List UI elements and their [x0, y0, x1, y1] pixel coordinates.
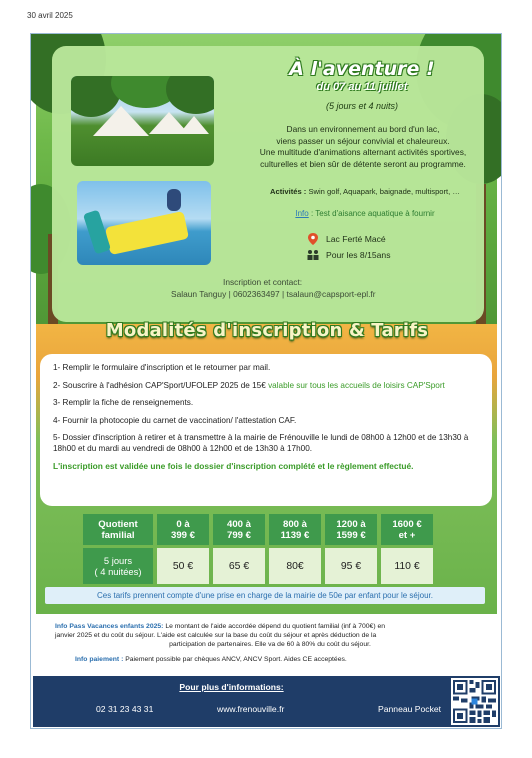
row-label: 5 jours [103, 555, 133, 566]
description-line: culturelles et bien sûr de détente seront au programme. [260, 158, 466, 169]
tariff-note: Ces tarifs prennent compte d'une prise en charge de la mairie de 50e par enfant pour le séjour. [45, 587, 485, 604]
step-text: 1- Remplir le formulaire d'inscription et le retourner par mail. [53, 363, 271, 372]
info-line [231, 209, 499, 218]
step-item [53, 398, 482, 409]
payment-note [55, 655, 485, 664]
step-text: 3- Remplir la fiche de renseignements. [53, 398, 194, 407]
bracket-label: 1139 € [280, 529, 310, 541]
row-label: ( 4 nuitées) [94, 566, 142, 577]
location-row [307, 232, 386, 245]
print-date: 30 avril 2025 [27, 11, 73, 20]
tents-photo [71, 76, 214, 166]
bracket-header [269, 514, 321, 545]
footer-app-name: Panneau Pocket [378, 704, 442, 714]
info-text: : Test d'aisance aquatique à fournir [308, 209, 435, 218]
footer-phone[interactable]: 02 31 23 43 31 [96, 704, 154, 714]
flyer-page [30, 33, 502, 729]
location-text: Lac Ferté Macé [326, 233, 386, 244]
activities-label: Activités : [270, 187, 307, 196]
bracket-label: 1600 € [392, 518, 422, 530]
bracket-label: et + [398, 529, 416, 541]
aquapark-photo [77, 181, 211, 265]
modalites-title: Modalités d'inscription & Tarifs [105, 320, 429, 341]
qr-code-icon[interactable] [451, 678, 498, 725]
bracket-header [213, 514, 265, 545]
bracket-label: 1599 € [336, 529, 366, 541]
footer-website-link[interactable]: www.frenouville.fr [217, 704, 285, 714]
step-extra: valable sur tous les accueils de loisirs CAP'Sport [268, 380, 445, 390]
step-item [53, 363, 482, 374]
registration-steps [40, 354, 492, 506]
contact-heading: Inscription et contact: [223, 277, 303, 287]
stay-duration: (5 jours et 4 nuits) [325, 101, 399, 111]
audience-text: Pour les 8/15ans [326, 249, 391, 260]
bracket-label: 0 à [176, 518, 190, 530]
step-item [53, 416, 482, 427]
bracket-header [325, 514, 377, 545]
bracket-label: 399 € [170, 529, 195, 541]
pass-text: participation de partenaires. Elle va de 60 à 80% du coût du séjour. [169, 641, 371, 648]
price-cell: 110 € [381, 548, 433, 584]
bracket-header [381, 514, 433, 545]
footer-bar [33, 676, 500, 727]
info-notes [55, 622, 485, 664]
price-cell: 95 € [325, 548, 377, 584]
step-text: 5- Dossier d'inscription à retirer et à transmettre à la mairie de Frénouville le lundi de 08h00 à 12h00 et de 13h30 à 18h00 et du mardi au vendredi de 08h00 à 12h00 et de 13h30 à 17h00. [53, 433, 469, 453]
duration-row-header [83, 548, 153, 584]
bracket-header [157, 514, 209, 545]
step-text: 4- Fournir la photocopie du carnet de vaccination/ l'attestation CAF. [53, 415, 297, 425]
contact-block [161, 276, 435, 300]
info-label: Info [295, 209, 309, 218]
pass-vacances-note [55, 622, 485, 631]
price-cell: 50 € [157, 548, 209, 584]
qf-label: familial [101, 529, 135, 541]
bracket-label: 800 à [282, 518, 307, 530]
step-item [53, 433, 482, 454]
bracket-label: 1200 à [336, 518, 366, 530]
price-cell: 80€ [269, 548, 321, 584]
activities-line [231, 187, 499, 196]
step-item [53, 381, 482, 392]
payment-label: Info paiement : [75, 656, 124, 663]
description [227, 124, 499, 170]
pass-text: janvier 2025 et du coût du séjour. L'aide est calculée sur la base du coût du séjour et après déduction de la [55, 632, 377, 639]
bracket-label: 400 à [226, 518, 251, 530]
price-cell: 65 € [213, 548, 265, 584]
pass-label: Info Pass Vacances enfants 2025: [55, 623, 164, 630]
description-line: viens passer un séjour convivial et chaleureux. [276, 135, 450, 146]
qf-label: Quotient [98, 518, 138, 530]
description-line: Une multitude d'animations alternant activités sportives, [259, 147, 467, 157]
payment-text: Paiement possible par chèques ANCV, ANCV Sport. Aides CE acceptées. [123, 656, 347, 663]
description-line: Dans un environnement au bord d'un lac, [286, 124, 440, 134]
qf-header [83, 514, 153, 545]
activities-text: Swin golf, Aquapark, baignade, multisport, … [308, 187, 460, 196]
page-title: À l'aventure ! [289, 58, 435, 80]
bracket-label: 799 € [226, 529, 251, 541]
pass-text: Le montant de l'aide accordée dépend du quotient familial (inf à 700€) en [163, 623, 386, 630]
group-icon [307, 249, 319, 261]
audience-row [307, 248, 391, 261]
contact-line: Salaun Tanguy | 0602363497 | tsalaun@capsport-epl.fr [171, 289, 376, 299]
map-pin-icon [307, 233, 319, 245]
footer-title: Pour plus d'informations: [179, 682, 284, 692]
validation-note: L'inscription est validée une fois le dossier d'inscription complété et le règlement effectué. [53, 461, 414, 471]
stay-dates: du 07 au 11 juillet [316, 81, 408, 93]
step-text: 2- Souscrire à l'adhésion CAP'Sport/UFOLEP 2025 de 15€ [53, 380, 269, 390]
